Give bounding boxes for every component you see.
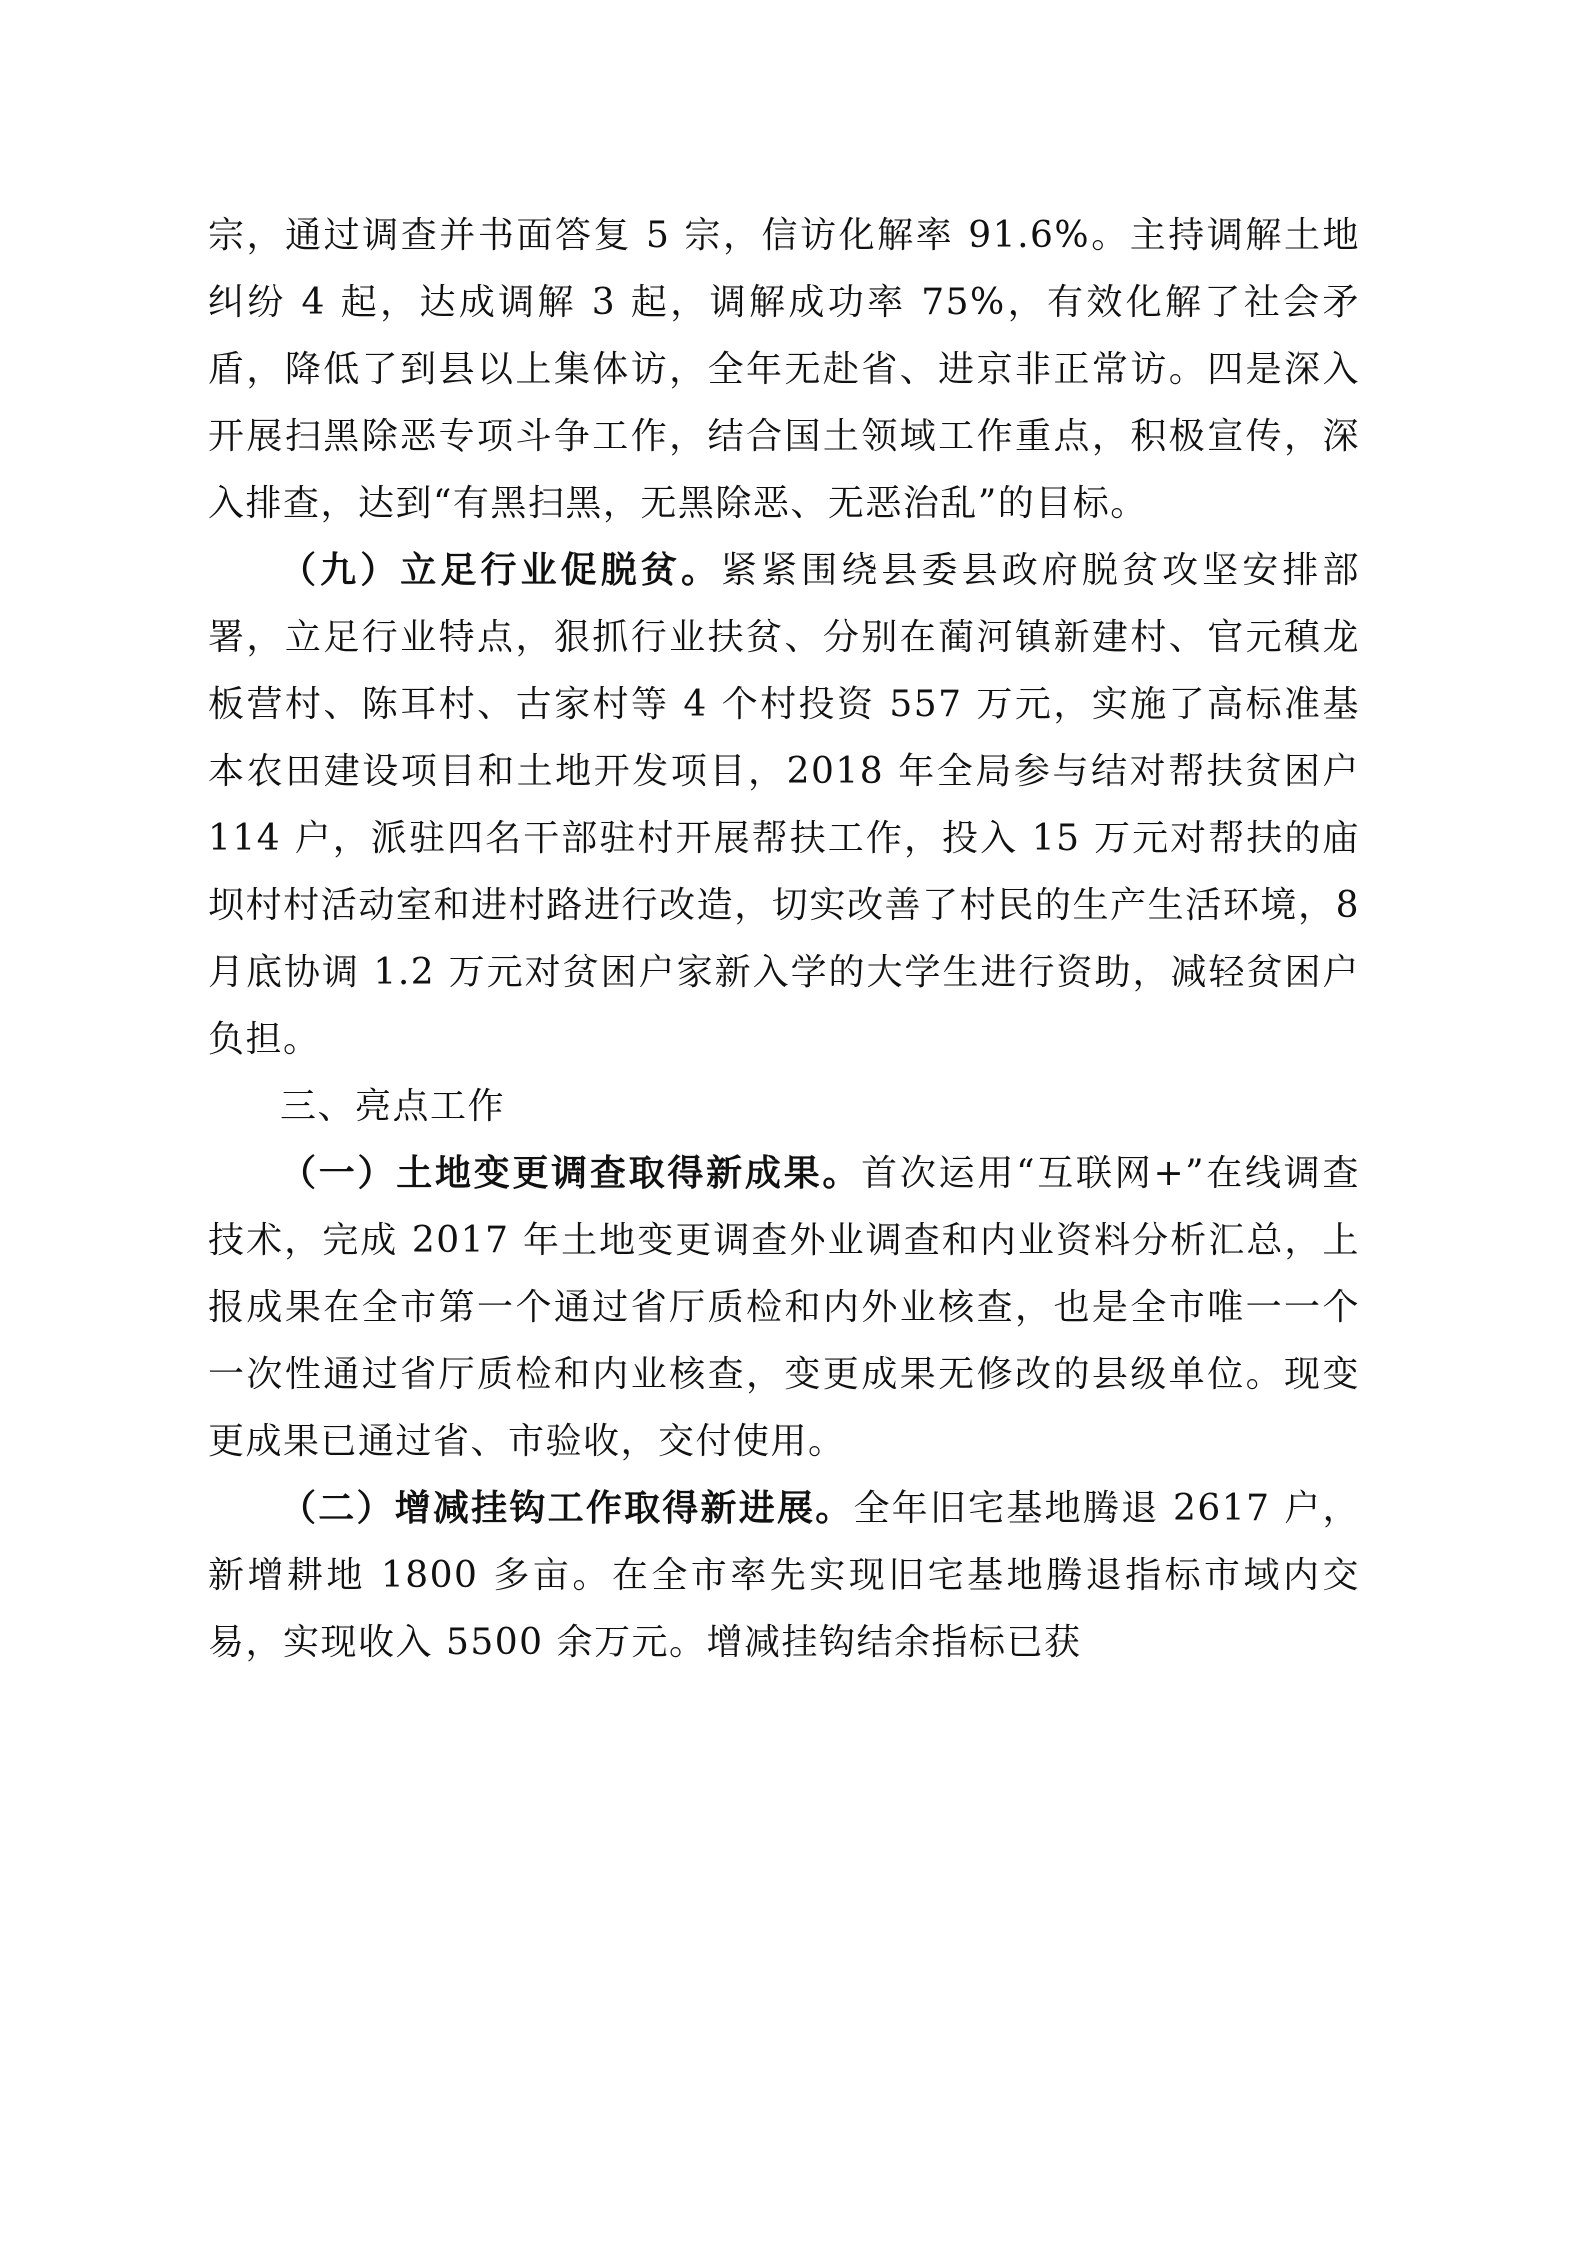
paragraph-land-survey bbox=[208, 1140, 1360, 1475]
section-heading-highlights bbox=[208, 1073, 1360, 1140]
paragraph-text: 全年旧宅基地腾退 2617 户，新增耕地 1800 多亩。在全市率先实现旧宅基地腾退指标市域内交易，实现收入 5500 余万元。增减挂钩结余指标已获 bbox=[208, 1488, 1360, 1663]
document-body bbox=[208, 202, 1360, 1676]
paragraph-land-linkage bbox=[208, 1475, 1360, 1676]
paragraph-text: 首次运用“互联网+”在线调查技术，完成 2017 年土地变更调查外业调查和内业资料分析汇总，上报成果在全市第一个通过省厅质检和内外业核查，也是全市唯一一个一次性通过省厅质检和内业核查，变更成果无修改的县级单位。现变更成果已通过省、市验收，交付使用。 bbox=[208, 1153, 1360, 1462]
paragraph-continuation bbox=[208, 202, 1360, 537]
paragraph-text: 紧紧围绕县委县政府脱贫攻坚安排部署，立足行业特点，狠抓行业扶贫、分别在蔺河镇新建村、官元稹龙板营村、陈耳村、古家村等 4 个村投资 557 万元，实施了高标准基本农田建设项目和土地开发项目，2018 年全局参与结对帮扶贫困户 114 户，派驻四名干部驻村开展帮扶工作，投入 15 万元对帮扶的庙坝村村活动室和进村路进行改造，切实改善了村民的生产生活环境，8 月底协调 1.2 万元对贫困户家新入学的大学生进行资助，减轻贫困户负担。 bbox=[208, 550, 1360, 1060]
paragraph-heading: （二）增减挂钩工作取得新进展。 bbox=[280, 1487, 854, 1529]
paragraph-poverty-alleviation bbox=[208, 537, 1360, 1073]
paragraph-heading: （一）土地变更调查取得新成果。 bbox=[280, 1152, 862, 1194]
paragraph-heading: （九）立足行业促脱贫。 bbox=[280, 549, 722, 591]
paragraph-text: 宗，通过调查并书面答复 5 宗，信访化解率 91.6%。主持调解土地纠纷 4 起，达成调解 3 起，调解成功率 75%，有效化解了社会矛盾，降低了到县以上集体访，全年无赴省、进京非正常访。四是深入开展扫黑除恶专项斗争工作，结合国土领域工作重点，积极宣传，深入排查，达到“有黑扫黑，无黑除恶、无恶治乱”的目标。 bbox=[208, 215, 1360, 524]
section-heading-text: 三、亮点工作 bbox=[280, 1086, 506, 1127]
